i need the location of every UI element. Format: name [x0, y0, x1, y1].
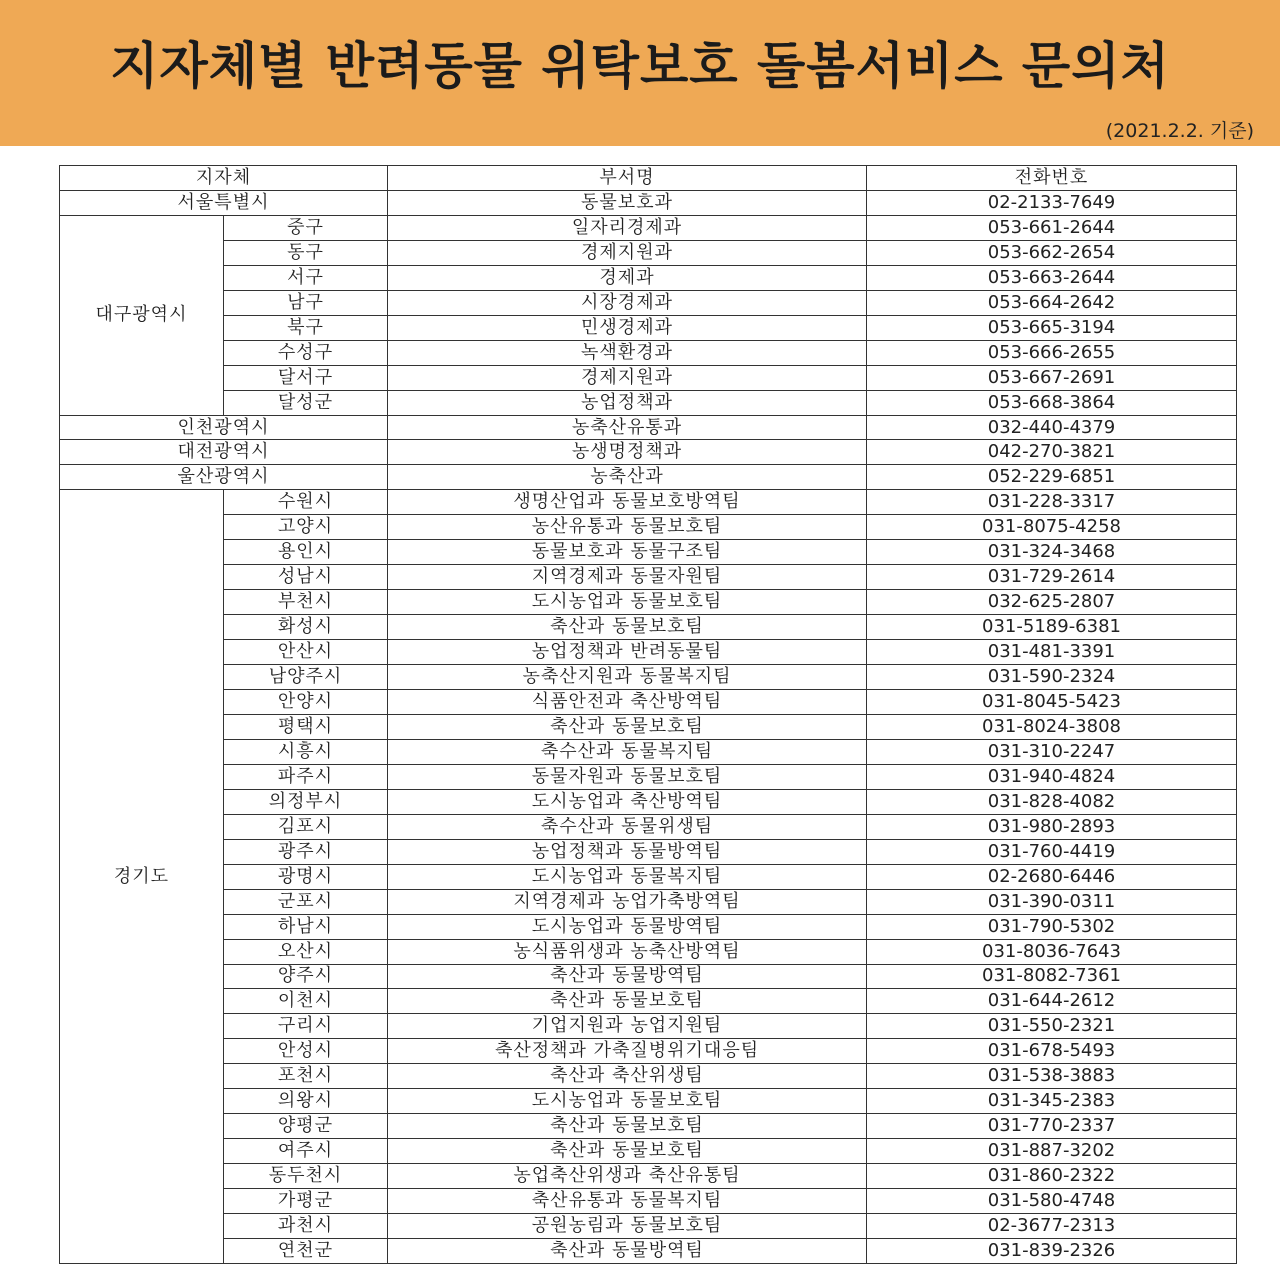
district-cell: 달성군	[224, 390, 388, 415]
dept-cell: 민생경제과	[388, 315, 867, 340]
district-cell: 광명시	[224, 864, 388, 889]
dept-cell: 축산과 동물방역팀	[388, 1238, 867, 1263]
phone-cell: 031-550-2321	[867, 1014, 1237, 1039]
phone-cell: 053-667-2691	[867, 365, 1237, 390]
district-cell: 수성구	[224, 340, 388, 365]
region-cell: 인천광역시	[60, 415, 388, 440]
phone-cell: 031-828-4082	[867, 789, 1237, 814]
phone-cell: 031-790-5302	[867, 914, 1237, 939]
district-cell: 화성시	[224, 615, 388, 640]
region-cell: 서울특별시	[60, 190, 388, 215]
dept-cell: 축수산과 동물복지팀	[388, 739, 867, 764]
page-title: 지자체별 반려동물 위탁보호 돌봄서비스 문의처	[110, 37, 1170, 95]
phone-cell: 031-580-4748	[867, 1189, 1237, 1214]
table-row	[60, 215, 1237, 240]
dept-cell: 경제지원과	[388, 240, 867, 265]
dept-cell: 동물보호과 동물구조팀	[388, 540, 867, 565]
table-row	[60, 490, 1237, 515]
phone-cell: 031-8024-3808	[867, 714, 1237, 739]
table-row	[60, 1139, 1237, 1164]
table-row	[60, 190, 1237, 215]
district-cell: 동구	[224, 240, 388, 265]
dept-cell: 도시농업과 축산방역팀	[388, 789, 867, 814]
phone-cell: 053-662-2654	[867, 240, 1237, 265]
phone-cell: 031-8082-7361	[867, 964, 1237, 989]
table-row	[60, 615, 1237, 640]
phone-cell: 031-887-3202	[867, 1139, 1237, 1164]
district-cell: 포천시	[224, 1064, 388, 1089]
district-cell: 의왕시	[224, 1089, 388, 1114]
table-row	[60, 714, 1237, 739]
phone-cell: 053-668-3864	[867, 390, 1237, 415]
phone-cell: 031-324-3468	[867, 540, 1237, 565]
phone-cell: 031-860-2322	[867, 1164, 1237, 1189]
district-cell: 남양주시	[224, 665, 388, 690]
phone-cell: 031-980-2893	[867, 814, 1237, 839]
dept-cell: 생명산업과 동물보호방역팀	[388, 490, 867, 515]
dept-cell: 축산과 동물보호팀	[388, 615, 867, 640]
dept-cell: 도시농업과 동물방역팀	[388, 914, 867, 939]
contact-table	[59, 165, 1237, 1264]
table-row	[60, 315, 1237, 340]
phone-cell: 031-770-2337	[867, 1114, 1237, 1139]
table-row	[60, 640, 1237, 665]
district-cell: 남구	[224, 290, 388, 315]
column-header-region: 지자체	[60, 166, 388, 191]
table-row	[60, 889, 1237, 914]
table-row	[60, 290, 1237, 315]
phone-cell: 031-5189-6381	[867, 615, 1237, 640]
dept-cell: 농축산지원과 동물복지팀	[388, 665, 867, 690]
phone-cell: 053-663-2644	[867, 265, 1237, 290]
table-row	[60, 1114, 1237, 1139]
column-header-phone: 전화번호	[867, 166, 1237, 191]
phone-cell: 031-345-2383	[867, 1089, 1237, 1114]
district-cell: 서구	[224, 265, 388, 290]
phone-cell: 031-760-4419	[867, 839, 1237, 864]
dept-cell: 농식품위생과 농축산방역팀	[388, 939, 867, 964]
dept-cell: 농업축산위생과 축산유통팀	[388, 1164, 867, 1189]
table-row	[60, 515, 1237, 540]
phone-cell: 02-2133-7649	[867, 190, 1237, 215]
district-cell: 고양시	[224, 515, 388, 540]
phone-cell: 031-390-0311	[867, 889, 1237, 914]
phone-cell: 031-729-2614	[867, 565, 1237, 590]
phone-cell: 031-8036-7643	[867, 939, 1237, 964]
dept-cell: 식품안전과 축산방역팀	[388, 690, 867, 715]
dept-cell: 경제과	[388, 265, 867, 290]
table-row	[60, 1064, 1237, 1089]
district-cell: 부천시	[224, 590, 388, 615]
phone-cell: 032-440-4379	[867, 415, 1237, 440]
phone-cell: 052-229-6851	[867, 465, 1237, 490]
district-cell: 하남시	[224, 914, 388, 939]
district-cell: 양평군	[224, 1114, 388, 1139]
table-row	[60, 1238, 1237, 1263]
dept-cell: 도시농업과 동물보호팀	[388, 1089, 867, 1114]
dept-cell: 축산정책과 가축질병위기대응팀	[388, 1039, 867, 1064]
district-cell: 북구	[224, 315, 388, 340]
dept-cell: 농업정책과 반려동물팀	[388, 640, 867, 665]
dept-cell: 녹색환경과	[388, 340, 867, 365]
district-cell: 시흥시	[224, 739, 388, 764]
district-cell: 김포시	[224, 814, 388, 839]
table-row	[60, 565, 1237, 590]
dept-cell: 축산과 동물보호팀	[388, 989, 867, 1014]
table-row	[60, 939, 1237, 964]
region-cell: 울산광역시	[60, 465, 388, 490]
district-cell: 안산시	[224, 640, 388, 665]
dept-cell: 지역경제과 동물자원팀	[388, 565, 867, 590]
phone-cell: 031-940-4824	[867, 764, 1237, 789]
district-cell: 가평군	[224, 1189, 388, 1214]
dept-cell: 농축산유통과	[388, 415, 867, 440]
table-row	[60, 1189, 1237, 1214]
district-cell: 안성시	[224, 1039, 388, 1064]
table-row	[60, 1214, 1237, 1239]
table-body	[60, 190, 1237, 1263]
dept-cell: 축산과 동물보호팀	[388, 1139, 867, 1164]
district-cell: 안양시	[224, 690, 388, 715]
dept-cell: 농산유통과 동물보호팀	[388, 515, 867, 540]
phone-cell: 031-228-3317	[867, 490, 1237, 515]
district-cell: 오산시	[224, 939, 388, 964]
dept-cell: 기업지원과 농업지원팀	[388, 1014, 867, 1039]
table-row	[60, 340, 1237, 365]
table-row	[60, 789, 1237, 814]
phone-cell: 053-666-2655	[867, 340, 1237, 365]
table-row	[60, 440, 1237, 465]
district-cell: 구리시	[224, 1014, 388, 1039]
dept-cell: 농축산과	[388, 465, 867, 490]
dept-cell: 일자리경제과	[388, 215, 867, 240]
table-row	[60, 989, 1237, 1014]
district-cell: 연천군	[224, 1238, 388, 1263]
district-cell: 광주시	[224, 839, 388, 864]
table-row	[60, 665, 1237, 690]
dept-cell: 시장경제과	[388, 290, 867, 315]
dept-cell: 동물자원과 동물보호팀	[388, 764, 867, 789]
region-cell: 대구광역시	[60, 215, 224, 415]
dept-cell: 동물보호과	[388, 190, 867, 215]
district-cell: 양주시	[224, 964, 388, 989]
table-row	[60, 814, 1237, 839]
dept-cell: 축산유통과 동물복지팀	[388, 1189, 867, 1214]
phone-cell: 032-625-2807	[867, 590, 1237, 615]
date-note: (2021.2.2. 기준)	[1105, 120, 1254, 142]
phone-cell: 031-538-3883	[867, 1064, 1237, 1089]
table-row	[60, 1014, 1237, 1039]
district-cell: 파주시	[224, 764, 388, 789]
table-row	[60, 1164, 1237, 1189]
district-cell: 중구	[224, 215, 388, 240]
dept-cell: 공원농림과 동물보호팀	[388, 1214, 867, 1239]
district-cell: 수원시	[224, 490, 388, 515]
dept-cell: 축산과 동물방역팀	[388, 964, 867, 989]
table-row	[60, 540, 1237, 565]
table-row	[60, 864, 1237, 889]
district-cell: 과천시	[224, 1214, 388, 1239]
phone-cell: 031-644-2612	[867, 989, 1237, 1014]
table-row	[60, 390, 1237, 415]
header-banner	[0, 0, 1280, 146]
district-cell: 성남시	[224, 565, 388, 590]
phone-cell: 031-481-3391	[867, 640, 1237, 665]
phone-cell: 02-2680-6446	[867, 864, 1237, 889]
phone-cell: 031-590-2324	[867, 665, 1237, 690]
table-header-row	[60, 166, 1237, 191]
region-cell: 대전광역시	[60, 440, 388, 465]
phone-cell: 031-678-5493	[867, 1039, 1237, 1064]
table-row	[60, 265, 1237, 290]
phone-cell: 02-3677-2313	[867, 1214, 1237, 1239]
dept-cell: 도시농업과 동물보호팀	[388, 590, 867, 615]
region-cell: 경기도	[60, 490, 224, 1264]
table-row	[60, 839, 1237, 864]
dept-cell: 축산과 축산위생팀	[388, 1064, 867, 1089]
column-header-dept: 부서명	[388, 166, 867, 191]
phone-cell: 042-270-3821	[867, 440, 1237, 465]
phone-cell: 031-8075-4258	[867, 515, 1237, 540]
table-row	[60, 964, 1237, 989]
phone-cell: 053-664-2642	[867, 290, 1237, 315]
phone-cell: 031-839-2326	[867, 1238, 1237, 1263]
dept-cell: 축수산과 동물위생팀	[388, 814, 867, 839]
table-row	[60, 739, 1237, 764]
table-row	[60, 415, 1237, 440]
dept-cell: 축산과 동물보호팀	[388, 1114, 867, 1139]
table-row	[60, 914, 1237, 939]
district-cell: 이천시	[224, 989, 388, 1014]
dept-cell: 농업정책과 동물방역팀	[388, 839, 867, 864]
table-row	[60, 240, 1237, 265]
district-cell: 여주시	[224, 1139, 388, 1164]
district-cell: 동두천시	[224, 1164, 388, 1189]
dept-cell: 경제지원과	[388, 365, 867, 390]
phone-cell: 031-310-2247	[867, 739, 1237, 764]
district-cell: 평택시	[224, 714, 388, 739]
table-row	[60, 365, 1237, 390]
table-row	[60, 1039, 1237, 1064]
dept-cell: 축산과 동물보호팀	[388, 714, 867, 739]
table-row	[60, 690, 1237, 715]
table-row	[60, 1089, 1237, 1114]
phone-cell: 053-661-2644	[867, 215, 1237, 240]
table-row	[60, 465, 1237, 490]
table-row	[60, 764, 1237, 789]
dept-cell: 농업정책과	[388, 390, 867, 415]
district-cell: 군포시	[224, 889, 388, 914]
phone-cell: 031-8045-5423	[867, 690, 1237, 715]
dept-cell: 농생명정책과	[388, 440, 867, 465]
phone-cell: 053-665-3194	[867, 315, 1237, 340]
district-cell: 달서구	[224, 365, 388, 390]
district-cell: 용인시	[224, 540, 388, 565]
table-row	[60, 590, 1237, 615]
dept-cell: 지역경제과 농업가축방역팀	[388, 889, 867, 914]
dept-cell: 도시농업과 동물복지팀	[388, 864, 867, 889]
district-cell: 의정부시	[224, 789, 388, 814]
